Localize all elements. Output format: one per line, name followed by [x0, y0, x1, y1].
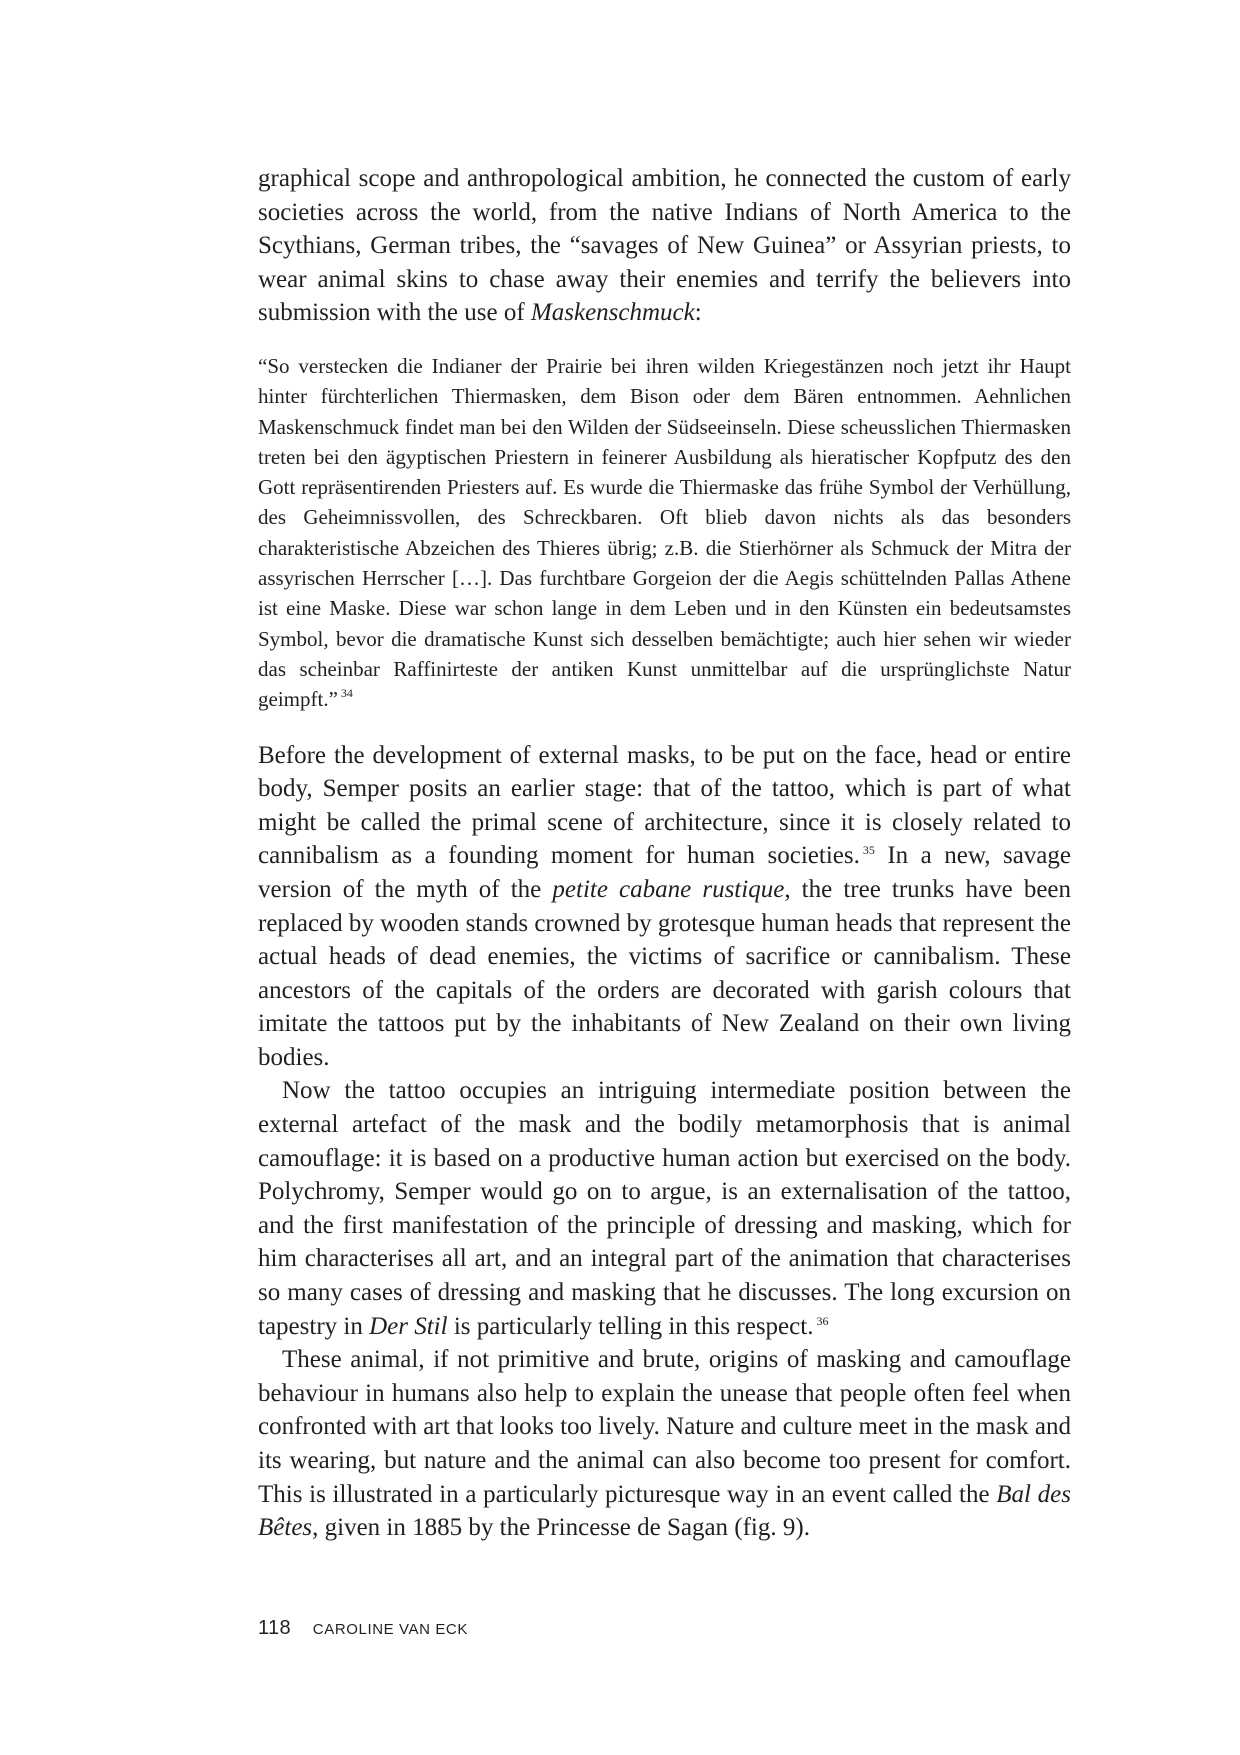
- text-run: Before the development of external masks, to be put on the face, head or entire body, Semper posits an earlier stage: that of the tattoo, which is part of what might be called the primal scene of architecture, since it is closely related to cannibalism as a founding moment for human societies.: [258, 741, 1071, 870]
- body-paragraph-1: [258, 162, 1071, 330]
- body-paragraph-2: [258, 739, 1071, 1075]
- text-run: Now the tattoo occupies an intriguing intermediate position between the external artefact of the mask and the bodily metamorphosis that is animal camouflage: it is based on a productive human action but exercised on the body. Polychromy, Semper would go on to argue, is an externalisation of the tattoo, and the first manifestation of the principle of dressing and masking, which for him characterises all art, and an integral part of the animation that characterises so many cases of dressing and masking that he discusses. The long excursion on tapestry in: [258, 1077, 1071, 1340]
- body-paragraph-3: [258, 1074, 1071, 1343]
- footnote-ref-35: 35: [862, 843, 875, 858]
- text-run: , the tree trunks have been replaced by wooden stands crowned by grotesque human heads that represent the actual heads of dead enemies, the victims of sacrifice or cannibalism. These ancestors of the capitals of the orders are decorated with garish colours that imitate the tattoos put by the inhabitants of New Zealand on their own living bodies.: [258, 875, 1072, 1071]
- text-run: graphical scope and anthropological ambition, he connected the custom of early societies across the world, from the native Indians of North America to the Scythians, German tribes, the “savages of New Guinea” or Assyrian priests, to wear animal skins to chase away their enemies and terrify the believers into submission with the use of: [258, 165, 1071, 327]
- page-number: 118: [258, 1617, 292, 1639]
- text-run: , given in 1885 by the Princesse de Sagan (fig. 9).: [312, 1514, 810, 1542]
- text-run: In a new, savage version of the myth of the: [258, 842, 1071, 903]
- quotation-text: “So verstecken die Indianer der Prairie bei ihren wilden Kriegestänzen noch jetzt ihr Haupt hinter fürchterlichen Thiermasken, dem Bison oder dem Bären entnommen. Aehnlichen Maskenschmuck findet man bei den Wilden der Südseeinseln. Diese scheusslichen Thiermasken treten bei den ägyptischen Priestern in feinerer Ausbildung als hieratischer Kopfputz des den Gott repräsentirenden Priesters auf. Es wurde die Thiermaske das frühe Symbol der Verhüllung, des Geheimnissvollen, des Schreckbaren. Oft blieb davon nichts als das besonders charakteristische Abzeichen des Thieres übrig; z.B. die Stierhörner als Schmuck der Mitra der assyrischen Herrscher […]. Das furchtbare Gorgeion der die Aegis schüttelnden Pallas Athene ist eine Maske. Diese war schon lange in dem Leben und in den Künsten ein bedeutsamstes Symbol, bevor die dramatische Kunst sich desselben bemächtigte; auch hier sehen wir wieder das scheinbar Raffinirteste der antiken Kunst unmittelbar auf die ursprünglichste Natur geimpft.”: [258, 353, 1071, 712]
- footnote-ref-36: 36: [816, 1313, 829, 1328]
- running-head-author: CAROLINE VAN ECK: [312, 1621, 468, 1638]
- italic-term-maskenschmuck: Maskenschmuck: [530, 299, 695, 327]
- page-footer: [258, 1617, 468, 1640]
- text-run: These animal, if not primitive and brute, origins of masking and camouflage behaviour in humans also help to explain the unease that people often feel when confronted with art that looks too lively. Nature and culture meet in the mask and its wearing, but nature and the animal can also become too present for comfort. This is illustrated in a particularly picturesque way in an event called the: [258, 1346, 1071, 1508]
- page-text-block: [258, 162, 1071, 1545]
- italic-term-petite-cabane: petite cabane rustique: [552, 875, 785, 903]
- body-paragraph-4: [258, 1343, 1071, 1545]
- text-run: is particularly telling in this respect.: [447, 1312, 814, 1340]
- block-quotation: [258, 351, 1071, 715]
- italic-term-bal-des-betes: Bal des Bêtes: [258, 1480, 1071, 1542]
- text-run: :: [694, 299, 702, 327]
- footnote-ref-34: 34: [340, 686, 353, 701]
- italic-title-der-stil: Der Stil: [369, 1312, 448, 1340]
